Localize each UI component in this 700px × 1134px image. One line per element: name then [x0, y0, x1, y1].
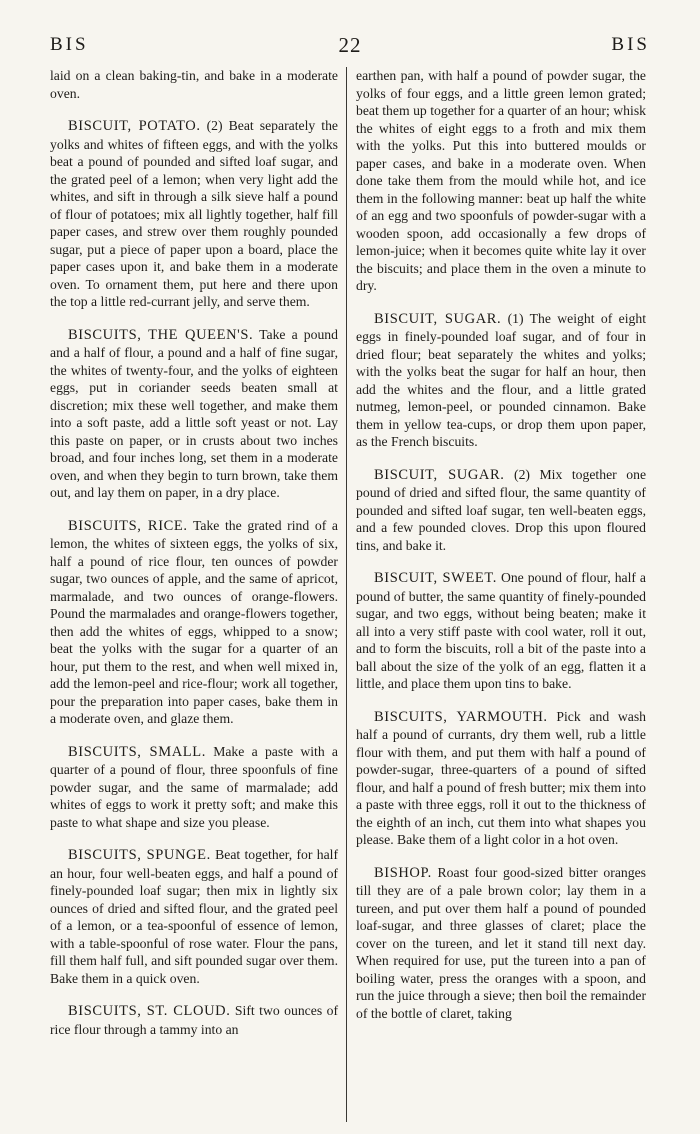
entry-body: Roast four good-sized bitter oranges till they are of a pale brown color; lay them in a tureen, and put over them half a pound of pounded loaf-sugar, and three glasses of claret; place the cover on the tureen, and let it stand till next day. When required for use, put the tureen into a pan of boiling water, press the oranges with a spoon, and run the juice through a sieve; then boil the remainder of the bottle of claret, taking: [356, 864, 647, 1021]
entry-title: BISCUIT, SUGAR.: [374, 466, 505, 483]
entry-biscuits-rice: [50, 517, 338, 728]
entry-title: BISCUIT, SWEET.: [374, 570, 497, 586]
entry-title: BISCUITS, SMALL.: [68, 743, 206, 760]
left-column: [50, 67, 338, 1053]
entry-title: BISCUITS, ST. CLOUD.: [68, 1003, 231, 1019]
entry-body: Take a pound and a half of flour, a pound and a half of fine sugar, the whites of twenty-four, and the yolks of eighteen eggs, put in coriander seeds beaten small at discretion; mix these well together, and make them into a soft paste, add a little soft yeast or not. Lay this paste on paper, or in crusts about two inches broad, and four inches long, set them in a moderate oven, and when they begin to turn brown, take them out, and lay them on paper, in a dry place.: [50, 326, 338, 500]
entry-biscuits-queens: [50, 326, 338, 502]
entry-body: (1) The weight of eight eggs in finely-pounded loaf sugar, and of four in dried flour; beat separately the whites and yolks; with the yolks beat the sugar for half an hour, then add the whites and the flour, and a little grated nutmeg, lemon-peel, or pounded cinnamon. Bake them in yellow tea-cups, or drop them upon paper, as the French biscuits.: [356, 310, 646, 449]
entry-body: (2) Beat separately the yolks and whites of fifteen eggs, and with the yolks beat a pound of pounded and sifted loaf sugar, and the grated peel of a lemon; when very light add the whites, and sift in through a silk sieve half a pound of flour of potatoes; mix all lightly together, half fill paper cases, and strew over them roughly pounded sugar, put a piece of paper upon a board, place the paper cases upon it, and bake them in a moderate oven. To ornament them, put here and there upon the top a little red-currant jelly, and serve them.: [50, 118, 338, 309]
running-header: [50, 30, 650, 60]
entry-biscuits-small: [50, 743, 338, 832]
entry-body: Take the grated rind of a lemon, the whites of sixteen eggs, the yolks of six, half a pound of rice flour, ten ounces of powder sugar, two ounces of apple, and the same of apricot, marmalade, and two ounces of orange-flowers. Pound the marmalades and orange-flowers together, then add the whites of eggs, whipped to a snow; beat the yolks with the sugar for a quarter of an hour, put them to the rest, and when well mixed in, add the lemon-peel and rice-flour; work all together, pour the preparation into paper cases, bake them in a moderate oven, and glaze them.: [50, 517, 338, 726]
entry-body: Beat together, for half an hour, four well-beaten eggs, and half a pound of finely-pounded loaf sugar; then mix in lightly six ounces of dried and sifted flour, and the grated peel of a lemon, or a tea-spoonful of essence of lemon, with a table-spoonful of rose water. Flour the pans, fill them half full, and sift pounded sugar over them. Bake them in a quick oven.: [50, 847, 339, 986]
entry-biscuits-st-cloud: [50, 1002, 338, 1038]
entry-title: BISCUIT, SUGAR.: [374, 310, 502, 327]
entry-title: BISCUITS, YARMOUTH.: [374, 708, 548, 725]
entry-title: BISCUITS, RICE.: [68, 517, 188, 534]
entry-biscuit-sugar-1: [356, 310, 646, 451]
header-left-word: BIS: [50, 34, 89, 55]
entry-body: One pound of flour, half a pound of butter, the same quantity of finely-pounded sugar, and two eggs, without being beaten; make it all into a very stiff paste with cool water, roll it out, and to form the biscuits, roll a bit of the paste into a ball about the size of the yolk of an egg, flatten it a little, and place them upon tins to bake.: [356, 570, 647, 691]
right-column: [356, 67, 646, 1037]
entry-title: BISCUITS, SPUNGE.: [68, 847, 211, 863]
entry-body: Sift two ounces of rice flour through a tammy into an: [50, 1003, 339, 1037]
entry-body: Make a paste with a quarter of a pound of flour, three spoonfuls of fine powder sugar, and the same of marmalade; add whites of eggs to work it pretty soft; and make this paste to what shape and size you please.: [50, 743, 339, 830]
entry-continuation: laid on a clean baking-tin, and bake in a moderate oven.: [50, 68, 338, 101]
entry-biscuit-potato: [50, 117, 338, 311]
header-right-word: BIS: [611, 34, 650, 55]
entry-biscuit-sugar-2: [356, 466, 646, 555]
entry-title: BISHOP.: [374, 864, 432, 881]
entry-title: BISCUITS, THE QUEEN'S.: [68, 326, 254, 343]
entry-continuation: earthen pan, with half a pound of powder sugar, the yolks of four eggs, and a little green lemon grated; beat them up together for a quarter of an hour; whisk the whites of eight eggs to a froth and mix them with the yolks. Put this into buttered moulds or paper cases, and bake in a moderate oven. When done take them from the mould while hot, and ice them in the following manner: beat up half the white of an egg and two spoonfuls of powder-sugar with a wooden spoon, add occasionally a few drops of lemon-juice; when it becomes quite white lay it over the biscuits; and place them in the oven a minute to dry.: [356, 68, 646, 293]
entry-biscuits-spunge: [50, 846, 338, 987]
entry-body: (2) Mix together one pound of dried and sifted flour, the same quantity of pounded and sifted loaf sugar, ten well-beaten eggs, and a few pounded cloves. Drop this upon floured tins, and bake it.: [356, 466, 647, 553]
entry-bishop: [356, 864, 646, 1023]
entry-biscuit-sweet: [356, 569, 646, 693]
page-number: 22: [338, 32, 362, 57]
column-divider: [346, 67, 347, 1122]
entry-body: Pick and wash half a pound of currants, dry them well, rub a little flour with them, and put them with half a pound of powder-sugar, three-quarters of a pound of sifted flour, and half a pound of fresh butter; mix them into a paste with three eggs, roll it out to the thickness of the eighth of an inch, cut them into what shapes you please. Bake them of a light color in a hot oven.: [356, 708, 646, 847]
entry-title: BISCUIT, POTATO.: [68, 118, 201, 134]
entry-biscuits-yarmouth: [356, 708, 646, 849]
